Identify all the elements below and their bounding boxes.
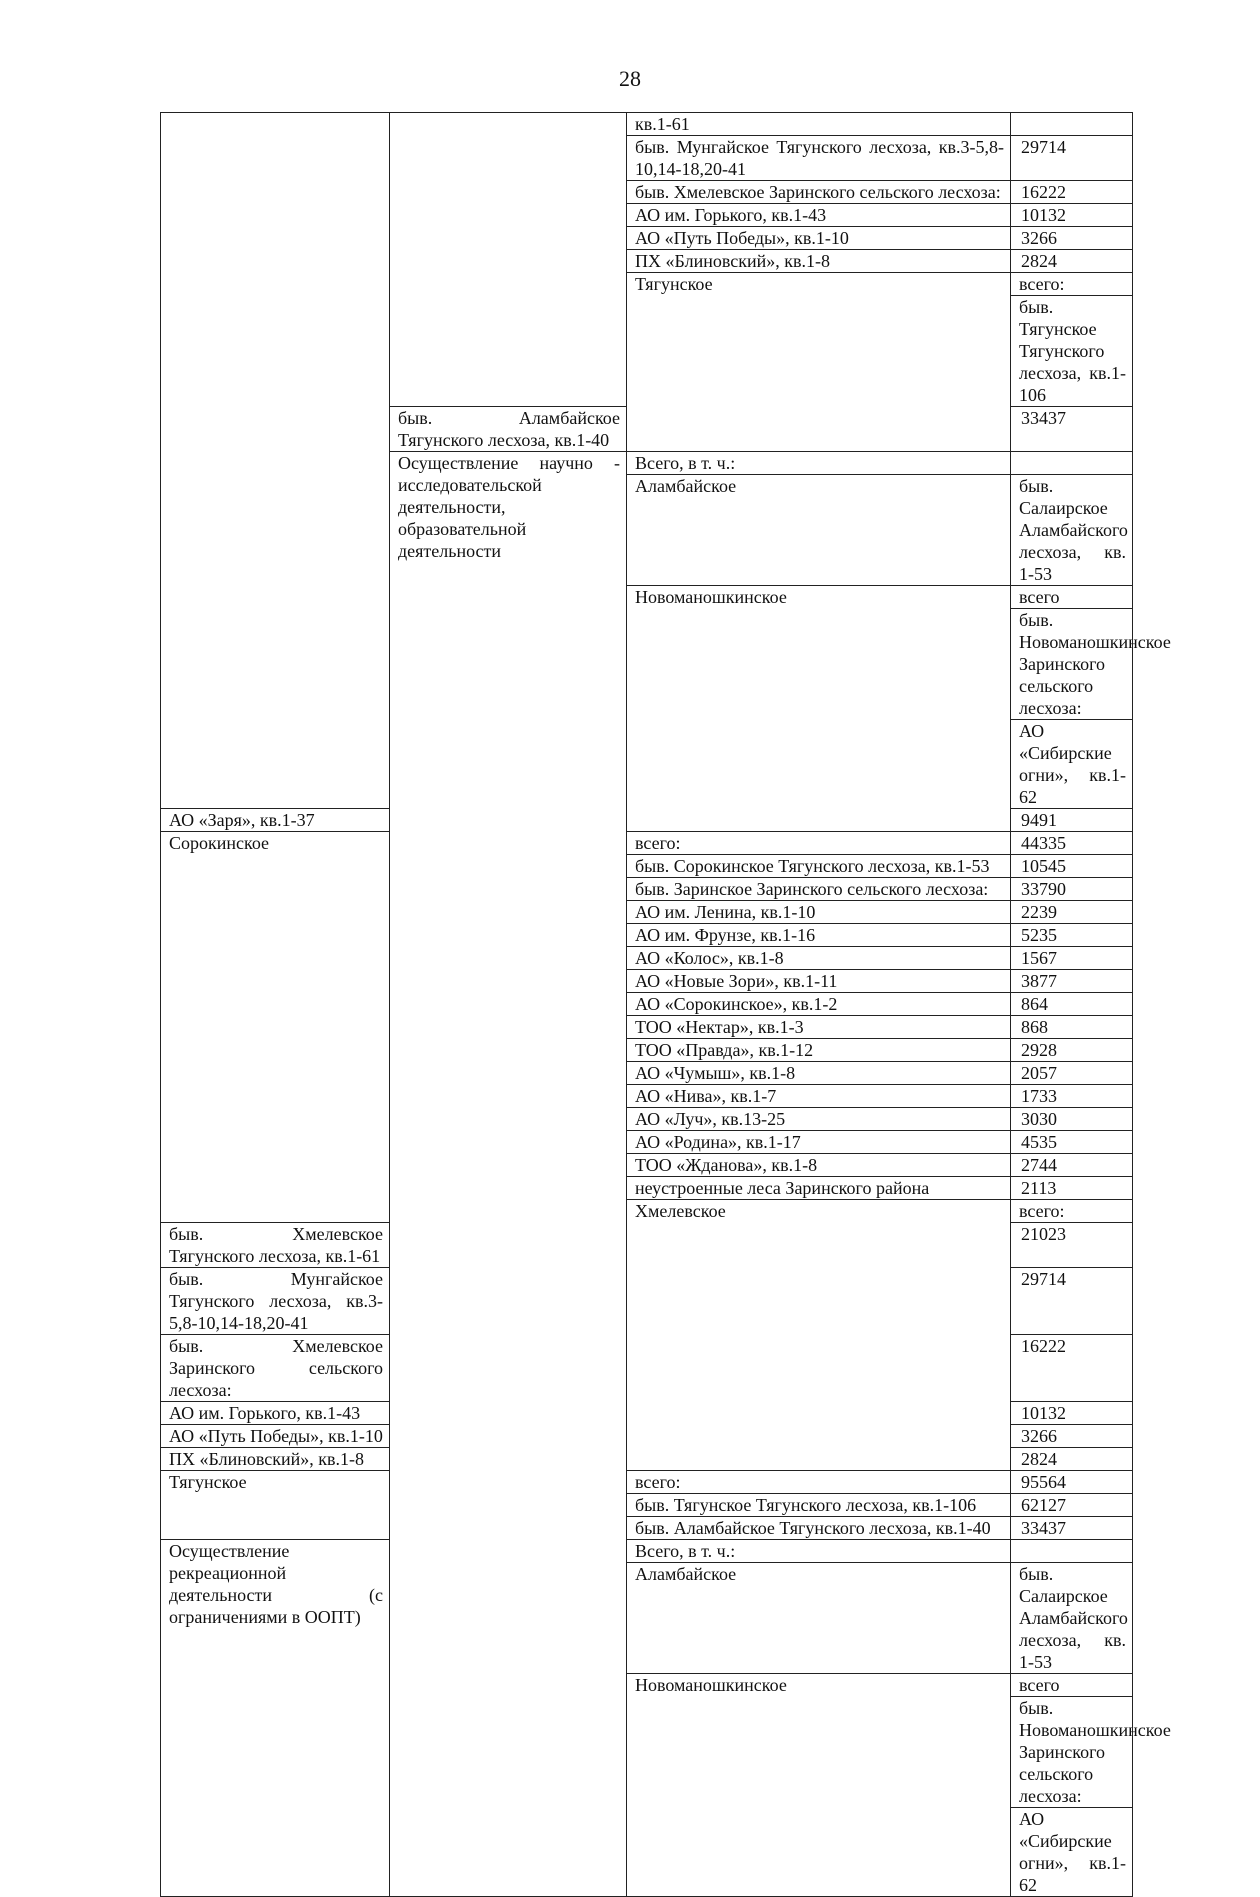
area-value-cell: 2928 — [1011, 1039, 1133, 1062]
forestry-district-cell: Всего, в т. ч.: — [627, 452, 1011, 475]
area-value-cell: 2744 — [1011, 1154, 1133, 1177]
quarter-description-cell: АО «Заря», кв.1-37 — [161, 809, 390, 832]
quarter-description-cell: кв.1-61 — [627, 113, 1011, 136]
area-value-cell: 10545 — [1011, 855, 1133, 878]
area-value-cell: 5235 — [1011, 924, 1133, 947]
area-value-cell: 3030 — [1011, 1108, 1133, 1131]
forestry-district-cell: Аламбайское — [627, 1563, 1011, 1674]
quarter-description-cell: быв. Мунгайское Тягунского лесхоза, кв.3-5,8-10,14-18,20-41 — [627, 136, 1011, 181]
quarter-description-cell: АО «Чумыш», кв.1-8 — [627, 1062, 1011, 1085]
quarter-description-cell — [1011, 452, 1133, 475]
quarter-description-cell: неустроенные леса Заринского района — [627, 1177, 1011, 1200]
quarter-description-cell: АО им. Горького, кв.1-43 — [627, 204, 1011, 227]
quarter-description-cell: ТОО «Правда», кв.1-12 — [627, 1039, 1011, 1062]
area-value-cell: 864 — [1011, 993, 1133, 1016]
quarter-description-cell: быв. Аламбайское Тягунского лесхоза, кв.1-40 — [390, 407, 627, 452]
quarter-description-cell: всего: — [627, 832, 1011, 855]
forestry-district-cell: Хмелевское — [627, 1200, 1011, 1471]
activity-type-cell: Осуществление рекреационной деятельности (с ограничениями в ООПТ) — [161, 1540, 390, 1897]
quarter-description-cell: всего: — [627, 1471, 1011, 1494]
quarter-description-cell: АО «Родина», кв.1-17 — [627, 1131, 1011, 1154]
quarter-description-cell: АО «Сорокинское», кв.1-2 — [627, 993, 1011, 1016]
area-value-cell: 33437 — [1011, 1517, 1133, 1540]
quarter-description-cell: всего — [1011, 586, 1133, 609]
area-value-cell: 16222 — [1011, 181, 1133, 204]
area-value-cell: 3266 — [1011, 227, 1133, 250]
area-value-cell: 1733 — [1011, 1085, 1133, 1108]
area-value-cell: 33790 — [1011, 878, 1133, 901]
quarter-description-cell: АО «Нива», кв.1-7 — [627, 1085, 1011, 1108]
area-value-cell: 2239 — [1011, 901, 1133, 924]
quarter-description-cell: быв. Салаирское Аламбайского лесхоза, кв. 1-53 — [1011, 1563, 1133, 1674]
quarter-description-cell: ТОО «Жданова», кв.1-8 — [627, 1154, 1011, 1177]
area-value-cell: 1567 — [1011, 947, 1133, 970]
area-value-cell: 2824 — [1011, 250, 1133, 273]
quarter-description-cell: АО им. Фрунзе, кв.1-16 — [627, 924, 1011, 947]
forestry-district-cell: Всего, в т. ч.: — [627, 1540, 1011, 1563]
area-value-cell: 3266 — [1011, 1425, 1133, 1448]
quarter-description-cell: быв. Новоманошкинское Заринского сельского лесхоза: — [1011, 609, 1133, 720]
table-row — [161, 1471, 1133, 1494]
quarter-description-cell: быв. Заринское Заринского сельского лесхоза: — [627, 878, 1011, 901]
quarter-description-cell: АО «Путь Победы», кв.1-10 — [627, 227, 1011, 250]
forestry-district-cell: Тягунское — [627, 273, 1011, 452]
area-value-cell: 4535 — [1011, 1131, 1133, 1154]
quarter-description-cell — [1011, 1540, 1133, 1563]
area-value-cell — [1011, 113, 1133, 136]
table-row — [161, 1540, 1133, 1563]
table-row — [161, 113, 1133, 136]
quarter-description-cell: АО «Путь Победы», кв.1-10 — [161, 1425, 390, 1448]
area-value-cell: 29714 — [1011, 1268, 1133, 1335]
quarter-description-cell: всего: — [1011, 273, 1133, 296]
page-number: 28 — [619, 66, 641, 91]
quarter-description-cell: быв. Мунгайское Тягунского лесхоза, кв.3-5,8-10,14-18,20-41 — [161, 1268, 390, 1335]
forestry-district-cell: Аламбайское — [627, 475, 1011, 586]
quarter-description-cell: ТОО «Нектар», кв.1-3 — [627, 1016, 1011, 1039]
area-value-cell: 21023 — [1011, 1223, 1133, 1268]
quarter-description-cell: АО «Луч», кв.13-25 — [627, 1108, 1011, 1131]
quarter-description-cell: быв. Хмелевское Заринского сельского лесхоза: — [161, 1335, 390, 1402]
quarter-description-cell: АО им. Ленина, кв.1-10 — [627, 901, 1011, 924]
quarter-description-cell: АО «Колос», кв.1-8 — [627, 947, 1011, 970]
area-value-cell: 16222 — [1011, 1335, 1133, 1402]
quarter-description-cell: быв. Тягунское Тягунского лесхоза, кв.1-106 — [1011, 296, 1133, 407]
forestry-district-cell: Тягунское — [161, 1471, 390, 1540]
area-value-cell: 62127 — [1011, 1494, 1133, 1517]
area-value-cell: 95564 — [1011, 1471, 1133, 1494]
area-value-cell: 44335 — [1011, 832, 1133, 855]
forestry-district-cell: Новоманошкинское — [627, 586, 1011, 832]
activity-type-cell — [161, 113, 390, 809]
quarter-description-cell: ПХ «Блиновский», кв.1-8 — [627, 250, 1011, 273]
quarter-description-cell: всего — [1011, 1674, 1133, 1697]
quarter-description-cell: быв. Хмелевское Тягунского лесхоза, кв.1-61 — [161, 1223, 390, 1268]
area-value-cell: 33437 — [1011, 407, 1133, 452]
forestry-district-cell: Сорокинское — [161, 832, 390, 1223]
quarter-description-cell: ПХ «Блиновский», кв.1-8 — [161, 1448, 390, 1471]
table-body — [161, 113, 1171, 1897]
quarter-description-cell: АО им. Горького, кв.1-43 — [161, 1402, 390, 1425]
area-value-cell: 2824 — [1011, 1448, 1133, 1471]
table-row — [161, 832, 1133, 855]
area-value-cell: 2113 — [1011, 1177, 1133, 1200]
quarter-description-cell: быв. Сорокинское Тягунского лесхоза, кв.1-53 — [627, 855, 1011, 878]
quarter-description-cell: быв. Салаирское Аламбайского лесхоза, кв. 1-53 — [1011, 475, 1133, 586]
activity-type-cell: Осуществление научно - исследовательской деятельности, образовательной деятельности — [390, 452, 627, 1897]
area-value-cell: 2057 — [1011, 1062, 1133, 1085]
quarter-description-cell: быв. Тягунское Тягунского лесхоза, кв.1-106 — [627, 1494, 1011, 1517]
area-value-cell: 10132 — [1011, 1402, 1133, 1425]
quarter-description-cell: быв. Хмелевское Заринского сельского лесхоза: — [627, 181, 1011, 204]
quarter-description-cell: быв. Аламбайское Тягунского лесхоза, кв.1-40 — [627, 1517, 1011, 1540]
area-value-cell: 3877 — [1011, 970, 1133, 993]
quarter-description-cell: АО «Сибирские огни», кв.1-62 — [1011, 720, 1133, 809]
forestry-district-cell: Новоманошкинское — [627, 1674, 1011, 1897]
quarter-description-cell: АО «Новые Зори», кв.1-11 — [627, 970, 1011, 993]
area-value-cell: 10132 — [1011, 204, 1133, 227]
forestry-district-cell — [390, 113, 627, 407]
area-value-cell: 868 — [1011, 1016, 1133, 1039]
area-value-cell: 29714 — [1011, 136, 1133, 181]
area-value-cell: 9491 — [1011, 809, 1133, 832]
quarter-description-cell: АО «Сибирские огни», кв.1-62 — [1011, 1808, 1133, 1897]
forest-areas-table — [160, 112, 1171, 1897]
quarter-description-cell: быв. Новоманошкинское Заринского сельского лесхоза: — [1011, 1697, 1133, 1808]
quarter-description-cell: всего: — [1011, 1200, 1133, 1223]
